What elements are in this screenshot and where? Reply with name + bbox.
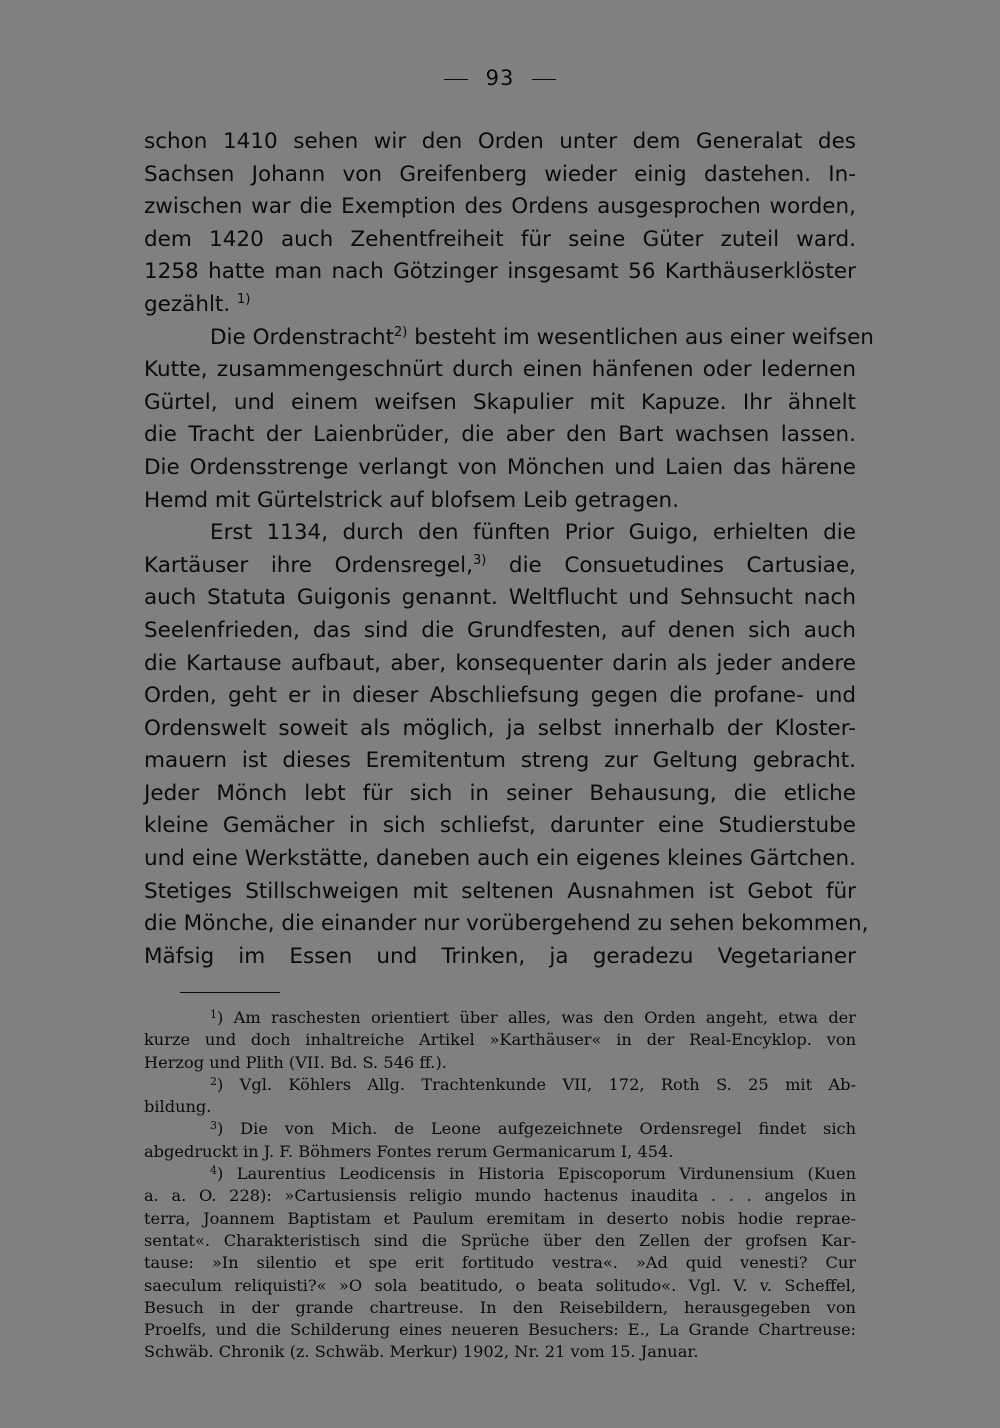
body-line <box>144 550 856 583</box>
body-line: Orden, geht er in dieser Abschliefsung gegen die profane- und <box>144 683 856 709</box>
body-line: mauern ist dieses Eremitentum streng zur Geltung gebracht. <box>144 748 856 774</box>
body-line: Erst 1134, durch den fünften Prior Guigo, erhielten die <box>210 520 856 546</box>
footnotes <box>144 1007 856 1364</box>
footnote-text: ) Vgl. Köhlers Allg. Trachtenkunde VII, 172, Roth S. 25 mit Ab- <box>217 1074 856 1094</box>
footnote-divider <box>180 992 280 993</box>
body-line: Mäfsig im Essen und Trinken, ja geradezu Vegetarianer <box>144 943 856 969</box>
footnote-line <box>144 1163 856 1185</box>
body-line: Hemd mit Gürtelstrick auf blofsem Leib getragen. <box>144 487 680 513</box>
body-line: zwischen war die Exemption des Ordens ausgesprochen worden, <box>144 194 856 220</box>
body-line: Kutte, zusammengeschnürt durch einen hänfenen oder ledernen <box>144 357 856 383</box>
page-number: 93 <box>485 66 515 90</box>
footnote-line <box>144 1007 856 1029</box>
body-line: Stetiges Stillschweigen mit seltenen Ausnahmen ist Gebot für <box>144 878 856 904</box>
body-text <box>144 126 874 973</box>
footnote-line: bildung. <box>144 1097 212 1117</box>
body-line: und eine Werkstätte, daneben auch ein eigenes kleines Gärtchen. <box>144 846 856 872</box>
footnote-line: Herzog und Plith (VII. Bd. S. 546 ff.). <box>144 1052 447 1072</box>
footnote-line: a. a. O. 228): »Cartusiensis religio mundo hactenus inaudita . . . angelos in <box>144 1186 856 1206</box>
body-text-fragment: besteht im wesentlichen aus einer weifsen <box>414 324 874 350</box>
page-header <box>0 66 1000 90</box>
footnote-ref-2: 2) <box>394 324 408 340</box>
footnote-line: tause: »In silentio et spe erit fortitudo vestra«. »Ad quid venesti? Cur <box>144 1253 856 1273</box>
body-line <box>144 289 856 322</box>
footnote-line: kurze und doch inhaltreiche Artikel »Karthäuser« in der Real-Encyklop. von <box>144 1030 856 1050</box>
body-line <box>144 322 874 355</box>
footnote-line: sentat«. Charakteristisch sind die Sprüche über den Zellen der grofsen Kar- <box>144 1230 856 1250</box>
footnote-mark-1: 1 <box>210 1008 217 1021</box>
body-line: Ordenswelt soweit als möglich, ja selbst innerhalb der Kloster- <box>144 715 856 741</box>
body-text-fragment: gezählt. <box>144 291 231 317</box>
body-line: auch Statuta Guigonis genannt. Weltflucht und Sehnsucht nach <box>144 585 856 611</box>
footnote-line <box>144 1074 856 1096</box>
footnote-ref-1: 1) <box>237 291 251 307</box>
footnote-line: saeculum reliquisti?« »O sola beatitudo, o beata solitudo«. Vgl. V. v. Scheffel, <box>144 1275 856 1295</box>
header-dash-left <box>444 79 468 80</box>
footnote-text: ) Laurentius Leodicensis in Historia Episcoporum Virdunensium (Kuen <box>217 1164 856 1184</box>
body-line: Seelenfrieden, das sind die Grundfesten, auf denen sich auch <box>144 617 856 643</box>
footnote-mark-2: 2 <box>210 1074 217 1088</box>
footnote-line: Besuch in der grande chartreuse. In den Reisebildern, herausgegeben von <box>144 1297 856 1317</box>
body-line: schon 1410 sehen wir den Orden unter dem Generalat des <box>144 129 856 154</box>
body-line: die Kartause aufbaut, aber, konsequenter darin als jeder andere <box>144 650 856 676</box>
body-line: Sachsen Johann von Greifenberg wieder einig dastehen. In- <box>144 161 856 187</box>
body-line: dem 1420 auch Zehentfreiheit für seine Güter zuteil ward. <box>144 226 856 252</box>
footnote-mark-4: 4 <box>210 1164 217 1178</box>
body-line: kleine Gemächer in sich schliefst, darunter eine Studierstube <box>144 813 856 839</box>
footnote-text: ) Am raschesten orientiert über alles, was den Orden angeht, etwa der <box>217 1008 856 1027</box>
body-line: Jeder Mönch lebt für sich in seiner Behausung, die etliche <box>144 780 856 806</box>
body-line: Die Ordensstrenge verlangt von Mönchen und Laien das härene <box>144 454 856 480</box>
body-line: 1258 hatte man nach Götzinger insgesamt 56 Karthäuserklöster <box>144 259 856 285</box>
body-text-fragment: die Consuetudines Cartusiae, <box>508 552 857 578</box>
footnote-line: abgedruckt in J. F. Böhmers Fontes rerum Germanicarum I, 454. <box>144 1141 674 1161</box>
body-line: die Mönche, die einander nur vorübergehend zu sehen bekommen, <box>144 911 869 937</box>
header-dash-right <box>532 79 556 80</box>
footnote-text: ) Die von Mich. de Leone aufgezeichnete Ordensregel findet sich <box>217 1119 856 1139</box>
body-text-fragment: Kartäuser ihre Ordensregel, <box>144 552 473 578</box>
footnote-line: terra, Joannem Baptistam et Paulum eremitam in deserto nobis hodie reprae- <box>144 1208 856 1228</box>
footnote-line: Proelfs, und die Schilderung eines neueren Besuchers: E., La Grande Chartreuse: <box>144 1320 856 1340</box>
footnote-line <box>144 1118 856 1140</box>
body-text-fragment: Die Ordenstracht <box>210 324 394 350</box>
body-line: die Tracht der Laienbrüder, die aber den Bart wachsen lassen. <box>144 422 856 448</box>
footnote-ref-3: 3) <box>472 552 487 568</box>
body-line: Gürtel, und einem weifsen Skapulier mit Kapuze. Ihr ähnelt <box>144 389 856 415</box>
footnote-mark-3: 3 <box>210 1119 217 1133</box>
footnote-line: Schwäb. Chronik (z. Schwäb. Merkur) 1902, Nr. 21 vom 15. Januar. <box>144 1342 699 1362</box>
